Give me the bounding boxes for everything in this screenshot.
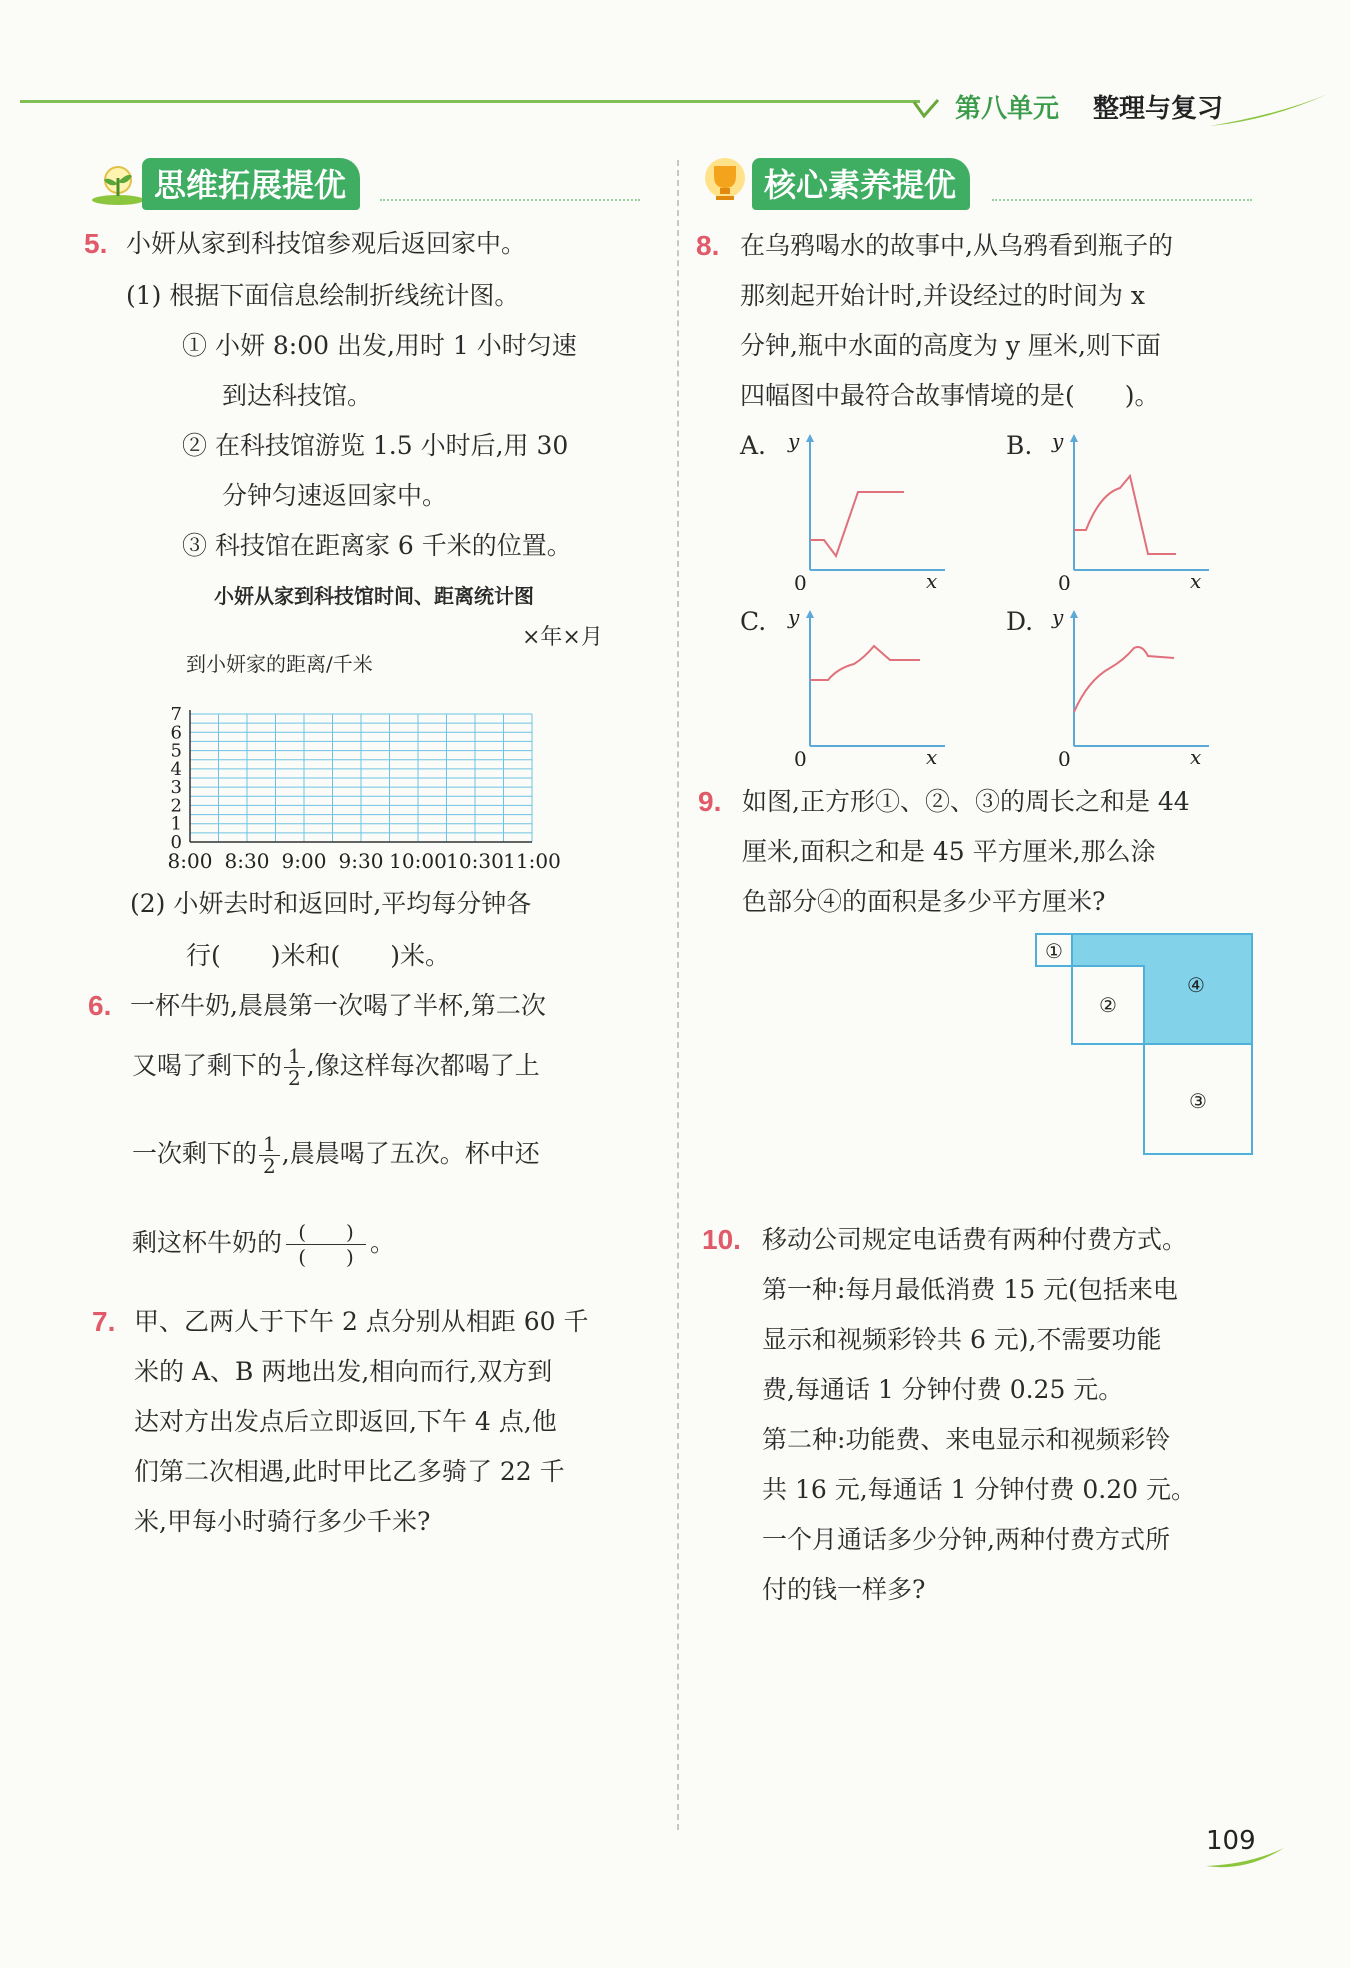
chart-date: ×年×月 xyxy=(522,625,603,650)
q5-stem: 小妍从家到科技馆参观后返回家中。 xyxy=(126,229,527,258)
right-section-title: 核心素养提优 xyxy=(752,158,970,210)
y-axis-letter: y xyxy=(788,606,800,629)
q7-line3: 达对方出发点后立即返回,下午 4 点,他 xyxy=(134,1407,557,1436)
x-tick-label: 9:30 xyxy=(338,849,384,873)
shaded-region-4-label: ④ xyxy=(1187,973,1205,997)
option-b-graph[interactable] xyxy=(1044,430,1224,594)
y-tick-label: 0 xyxy=(170,832,182,853)
page-number-swoosh xyxy=(1206,1846,1286,1876)
y-tick-label: 4 xyxy=(170,758,182,780)
y-axis-letter: y xyxy=(1052,606,1064,629)
origin-label: 0 xyxy=(794,747,807,766)
y-tick-label: 3 xyxy=(170,777,182,799)
x-tick-label: 9:00 xyxy=(281,849,327,873)
q7-number: 7. xyxy=(92,1306,116,1337)
q10-line7: 一个月通话多少分钟,两种付费方式所 xyxy=(762,1525,1170,1554)
blank-numerator[interactable]: ( ) xyxy=(286,1220,366,1245)
q10-line1: 移动公司规定电话费有两种付费方式。 xyxy=(762,1225,1188,1254)
q5-info2-line1: ② 在科技馆游览 1.5 小时后,用 30 xyxy=(182,431,569,460)
q6-line2-pre: 又喝了剩下的 xyxy=(132,1051,283,1080)
q5-info2-line2: 分钟匀速返回家中。 xyxy=(222,481,448,510)
q6-line3 xyxy=(132,1134,540,1177)
right-section-underline xyxy=(992,199,1252,201)
q5-info1-line1: ① 小妍 8:00 出发,用时 1 小时匀速 xyxy=(182,331,577,360)
q6-line2-post: ,像这样每次都喝了上 xyxy=(306,1051,540,1080)
q5-info1-line2: 到达科技馆。 xyxy=(222,381,373,410)
q6-line2 xyxy=(132,1046,540,1089)
fraction-numerator: 1 xyxy=(259,1134,280,1156)
q6-line1: 一杯牛奶,晨晨第一次喝了半杯,第二次 xyxy=(130,991,546,1020)
x-axis-letter: x xyxy=(1190,745,1202,766)
q6-number: 6. xyxy=(88,990,112,1021)
column-divider xyxy=(677,160,679,1830)
fraction-one-half xyxy=(259,1134,280,1177)
q7-line4: 们第二次相遇,此时甲比乙多骑了 22 千 xyxy=(134,1457,565,1486)
y-axis-letter: y xyxy=(788,430,800,453)
left-section-title: 思维拓展提优 xyxy=(142,158,360,210)
x-tick-label: 10:30 xyxy=(446,849,504,873)
q10-line2: 第一种:每月最低消费 15 元(包括来电 xyxy=(762,1275,1178,1304)
x-tick-label: 8:00 xyxy=(167,849,213,873)
x-tick-label: 8:30 xyxy=(224,849,270,873)
option-a-label[interactable]: A. xyxy=(740,431,767,460)
q10-line6: 共 16 元,每通话 1 分钟付费 0.20 元。 xyxy=(762,1475,1197,1504)
square-1-label: ① xyxy=(1045,939,1063,963)
fraction-numerator: 1 xyxy=(284,1046,305,1068)
leaf-icon xyxy=(912,98,940,124)
x-axis-letter: x xyxy=(926,569,938,590)
fraction-denominator: 2 xyxy=(288,1066,301,1090)
option-c-label[interactable]: C. xyxy=(740,607,767,636)
x-axis-letter: x xyxy=(1190,569,1202,590)
q9-line1: 如图,正方形①、②、③的周长之和是 44 xyxy=(742,787,1190,816)
y-tick-label: 2 xyxy=(170,795,182,817)
y-tick-label: 6 xyxy=(170,722,182,744)
chart-ylabel: 到小妍家的距离/千米 xyxy=(186,652,373,676)
origin-label: 0 xyxy=(1058,571,1071,590)
q10-line3: 显示和视频彩铃共 6 元),不需要功能 xyxy=(762,1325,1162,1354)
y-tick-label: 7 xyxy=(170,704,182,725)
q9-line2: 厘米,面积之和是 45 平方厘米,那么涂 xyxy=(742,837,1156,866)
header-subtitle: 整理与复习 xyxy=(1093,94,1224,124)
distance-chart xyxy=(160,676,680,880)
q8-line1: 在乌鸦喝水的故事中,从乌鸦看到瓶子的 xyxy=(740,231,1173,260)
y-tick-label: 5 xyxy=(170,740,182,762)
q7-line5: 米,甲每小时骑行多少千米? xyxy=(134,1507,431,1536)
q6-line4 xyxy=(132,1220,395,1269)
left-section-underline xyxy=(380,199,640,201)
blank-denominator[interactable]: ( ) xyxy=(298,1245,354,1269)
q10-number: 10. xyxy=(702,1224,741,1255)
page-number: 109 xyxy=(1206,1826,1256,1856)
sprout-icon xyxy=(90,162,146,210)
chart-title: 小妍从家到科技馆时间、距离统计图 xyxy=(214,584,534,608)
q8-line4: 四幅图中最符合故事情境的是( )。 xyxy=(740,381,1160,410)
q6-line4-pre: 剩这杯牛奶的 xyxy=(132,1228,283,1257)
q6-line3-post: ,晨晨喝了五次。杯中还 xyxy=(281,1139,540,1168)
q8-line2: 那刻起开始计时,并设经过的时间为 x xyxy=(740,281,1145,310)
square-3-label: ③ xyxy=(1189,1089,1207,1113)
fraction-denominator: 2 xyxy=(263,1154,276,1178)
trophy-icon xyxy=(698,156,752,210)
x-tick-label: 10:00 xyxy=(389,849,447,873)
option-b-label[interactable]: B. xyxy=(1006,431,1033,460)
q6-line3-pre: 一次剩下的 xyxy=(132,1139,258,1168)
q7-line2: 米的 A、B 两地出发,相向而行,双方到 xyxy=(134,1357,553,1386)
q5-part2-line2: 行( )米和( )米。 xyxy=(186,941,451,970)
q8-line3: 分钟,瓶中水面的高度为 y 厘米,则下面 xyxy=(740,331,1161,360)
q8-number: 8. xyxy=(696,230,720,261)
square-2-label: ② xyxy=(1099,993,1117,1017)
q5-info3: ③ 科技馆在距离家 6 千米的位置。 xyxy=(182,531,572,560)
q10-line8: 付的钱一样多? xyxy=(762,1575,926,1604)
unit-label: 第八单元 xyxy=(955,94,1060,124)
answer-fraction-blank[interactable] xyxy=(286,1220,366,1269)
q10-line5: 第二种:功能费、来电显示和视频彩铃 xyxy=(762,1425,1171,1454)
fraction-one-half xyxy=(284,1046,305,1089)
option-d-label[interactable]: D. xyxy=(1006,607,1034,636)
q5-part2-line1: (2) 小妍去时和返回时,平均每分钟各 xyxy=(130,889,532,918)
option-d-graph[interactable] xyxy=(1044,606,1224,770)
q7-line1: 甲、乙两人于下午 2 点分别从相距 60 千 xyxy=(134,1307,589,1336)
q5-number: 5. xyxy=(84,228,108,259)
option-a-graph[interactable] xyxy=(780,430,960,594)
q10-line4: 费,每通话 1 分钟付费 0.25 元。 xyxy=(762,1375,1124,1404)
origin-label: 0 xyxy=(1058,747,1071,766)
distance-chart-svg xyxy=(160,676,680,876)
x-tick-label: 11:00 xyxy=(503,849,561,873)
y-axis-letter: y xyxy=(1052,430,1064,453)
option-c-graph[interactable] xyxy=(780,606,960,770)
squares-figure xyxy=(1034,932,1258,1166)
header-rule xyxy=(20,100,920,103)
q9-number: 9. xyxy=(698,786,722,817)
q9-line3: 色部分④的面积是多少平方厘米? xyxy=(742,887,1106,916)
origin-label: 0 xyxy=(794,571,807,590)
x-axis-letter: x xyxy=(926,745,938,766)
q6-line4-post: 。 xyxy=(370,1228,396,1257)
y-tick-label: 1 xyxy=(170,813,182,835)
q5-part1: (1) 根据下面信息绘制折线统计图。 xyxy=(126,281,520,310)
header-swoosh xyxy=(1210,90,1330,134)
